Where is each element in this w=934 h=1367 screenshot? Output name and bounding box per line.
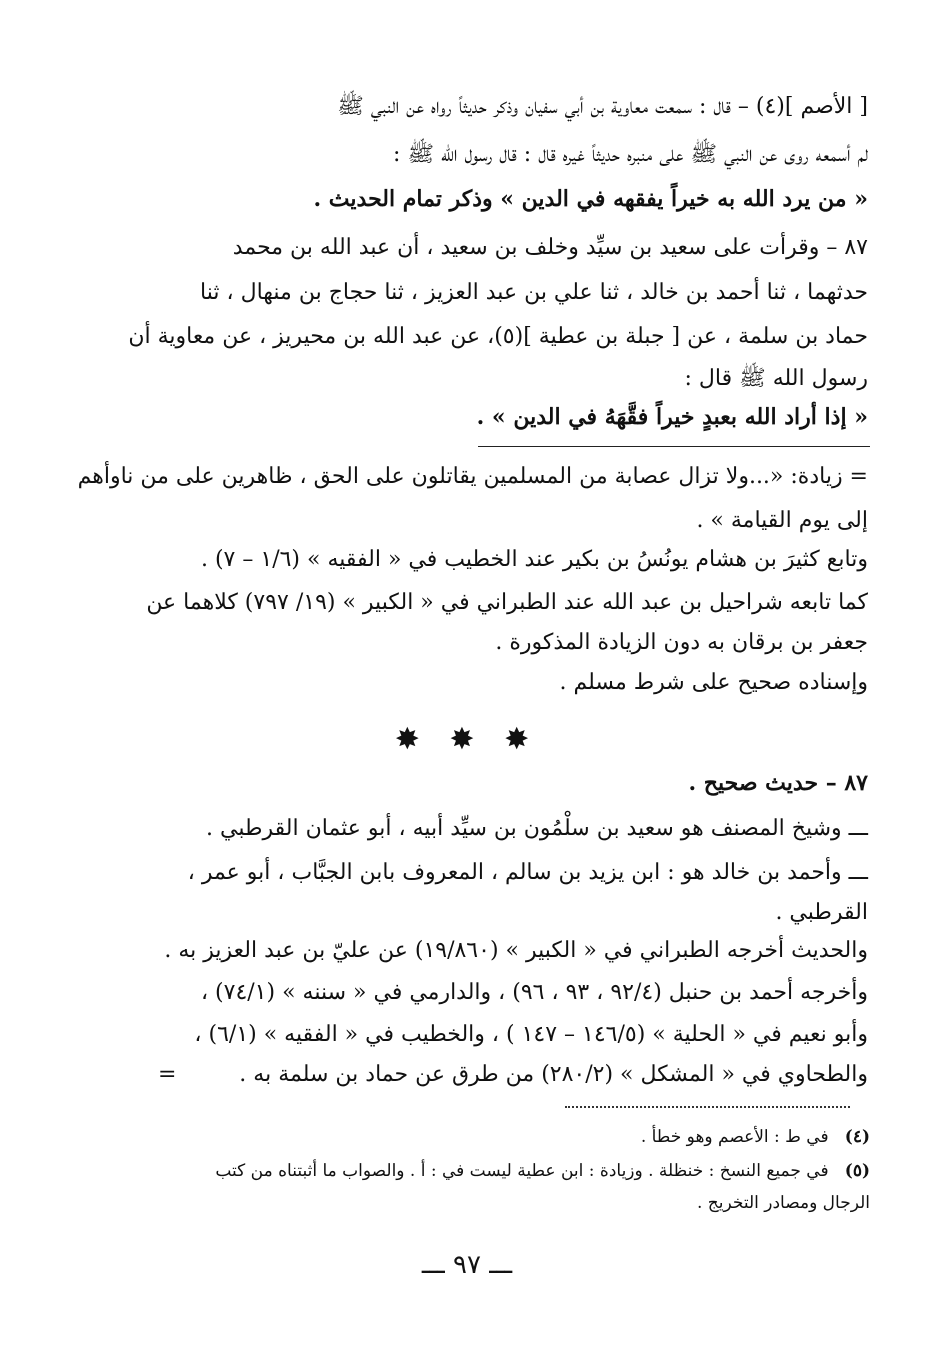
continuation-mark: =	[158, 1062, 177, 1087]
commentary-87-line-7: والطحاوي في « المشكل » (٢٨٠/٢) من طرق عن حماد بن سلمة به .	[239, 1062, 868, 1087]
commentary-line-1: = زيادة: «...ولا تزال عصابة من المسلمين يقاتلون على الحق ، ظاهرين على من ناوأهم	[77, 464, 868, 489]
commentary-87-line-1: ـــ وشيخ المصنف هو سعيد بن سلْمُون بن سيِّد أبيه ، أبو عثمان القرطبي .	[206, 816, 868, 841]
footnote-5	[150, 1158, 870, 1184]
hadith-87-matn: « إذا أراد الله بعبدٍ خيراً فقَّهَهُ في الدين » .	[476, 404, 868, 430]
text-divider	[478, 446, 870, 447]
footnote-divider	[565, 1106, 850, 1108]
star-separator: ✸ ✸ ✸	[394, 722, 540, 757]
commentary-line-5: جعفر بن برقان به دون الزيادة المذكورة .	[495, 630, 868, 655]
commentary-87-heading: ٨٧ – حديث صحيح .	[688, 770, 868, 796]
commentary-87-line-3: القرطبي .	[775, 900, 868, 925]
hadith-87-line-1: ٨٧ – وقرأت على سعيد بن سيِّد وخلف بن سعيد ، أن عبد الله بن محمد	[232, 235, 868, 260]
commentary-line-2: إلى يوم القيامة » .	[696, 508, 868, 533]
hadith-87-line-2: حدثهما ، ثنا أحمد بن خالد ، ثنا علي بن عبد العزيز ، ثنا حجاج بن منهال ، ثنا	[200, 280, 868, 305]
footnote-4	[150, 1124, 870, 1150]
top-line-1: [ الأصم ](٤) – قال : سمعت معاوية بن أبي سفيان وذكر حديثاً رواه عن النبي ﷺ	[337, 94, 868, 119]
commentary-87-line-4: والحديث أخرجه الطبراني في « الكبير » (١٩/٨٦٠) عن عليّ بن عبد العزيز به .	[164, 938, 868, 963]
footnote-5-number: (٥)	[844, 1161, 870, 1181]
commentary-87-line-6: وأبو نعيم في « الحلية » (١٤٦/٥ – ١٤٧ ) ، والخطيب في « الفقيه » (٦/١) ،	[194, 1022, 868, 1047]
commentary-87-line-5: وأخرجه أحمد بن حنبل (٩٢/٤ ، ٩٣ ، ٩٦) ، والدارمي في « سننه » (٧٤/١) ،	[200, 980, 868, 1005]
footnote-5-continuation: الرجال ومصادر التخريج .	[696, 1193, 870, 1213]
hadith-87-line-3: حماد بن سلمة ، عن [ جبلة بن عطية ](٥)، عن عبد الله بن محيريز ، عن معاوية أن	[128, 324, 868, 349]
footnote-4-text: في ط : الأعصم وهو خطأ .	[640, 1127, 829, 1147]
commentary-line-4: كما تابعه شراحيل بن عبد الله عند الطبراني في « الكبير » (١٩/ ٧٩٧) كلاهما عن	[146, 590, 868, 615]
page-number: ـــ ٩٧ ـــ	[421, 1250, 513, 1280]
footnote-4-number: (٤)	[844, 1127, 870, 1147]
hadith-87-line-4: رسول الله ﷺ قال :	[684, 366, 868, 391]
top-line-2: لم أسمعه روى عن النبي ﷺ على منبره حديثاً غيره قال : قال رسول الله ﷺ :	[393, 142, 868, 167]
commentary-87-line-2: ـــ وأحمد بن خالد هو : ابن يزيد بن سالم ، المعروف بابن الجبَّاب ، أبو عمر ،	[187, 860, 868, 885]
commentary-line-3: وتابع كثيرَ بن هشام يونُسُ بن بكير عند الخطيب في « الفقيه » (١/٦ – ٧) .	[200, 547, 868, 572]
commentary-line-6: وإسناده صحيح على شرط مسلم .	[559, 670, 868, 695]
footnote-5-text: في جميع النسخ : خنظلة . وزيادة : ابن عطية ليست في : أ . والصواب ما أثبتناه من كتب	[215, 1161, 829, 1181]
top-line-3: « من يرد الله به خيراً يفقهه في الدين » وذكر تمام الحديث .	[313, 186, 868, 212]
